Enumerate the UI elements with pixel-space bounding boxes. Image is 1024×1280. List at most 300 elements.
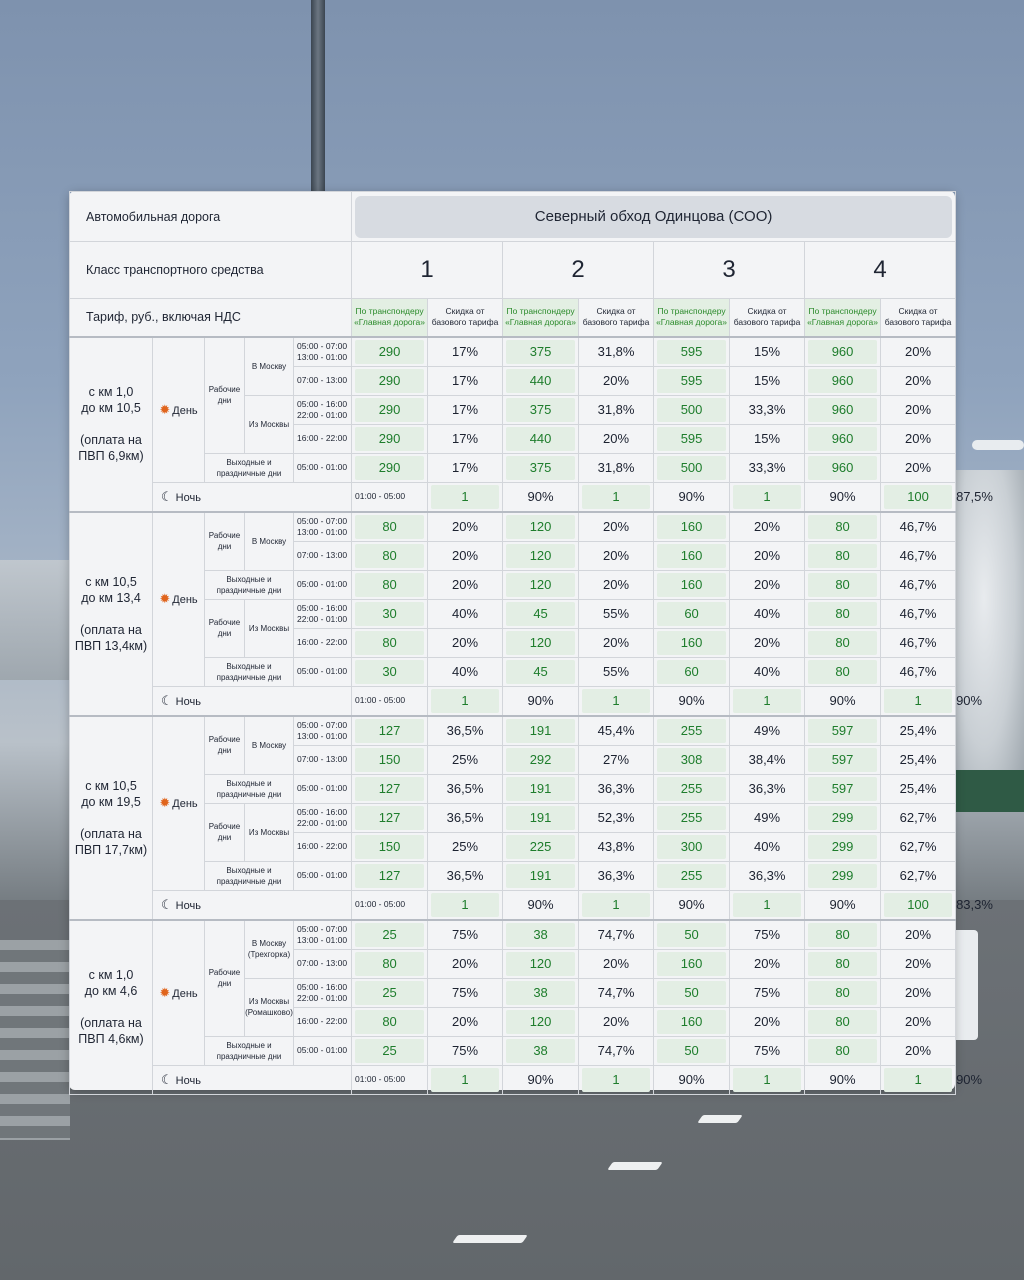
price-value: 960 (808, 427, 877, 451)
section-title-line: ПВП 13,4км) (74, 638, 148, 653)
price-value: 160 (657, 631, 726, 655)
transponder-price (881, 1065, 956, 1094)
price-value: 595 (657, 340, 726, 364)
price-value: 127 (355, 864, 424, 888)
price-value: 300 (657, 835, 726, 859)
discount-value: 46,7% (881, 512, 956, 542)
transponder-price (805, 803, 881, 832)
discount-value: 20% (579, 1007, 654, 1036)
price-value: 290 (355, 369, 424, 393)
transponder-price (428, 482, 503, 512)
discount-value: 20% (428, 1007, 503, 1036)
discount-value: 36,3% (579, 774, 654, 803)
section-title-line (70, 416, 152, 432)
transponder-price (805, 337, 881, 367)
transponder-price (503, 541, 579, 570)
price-value: 191 (506, 777, 575, 801)
discount-value: 20% (881, 1036, 956, 1065)
transponder-price (503, 978, 579, 1007)
discount-col-header: Скидка от базового тарифа (881, 299, 956, 337)
tariff-row (70, 920, 956, 950)
class-1: 1 (352, 242, 503, 299)
transponder-price (654, 920, 730, 950)
price-value: 375 (506, 456, 575, 480)
discount-value: 75% (730, 920, 805, 950)
day-category: Рабочие дни (205, 920, 245, 1037)
transponder-price (654, 1007, 730, 1036)
price-value: 160 (657, 952, 726, 976)
transponder-col-header: По транспондеру «Главная дорога» (503, 299, 579, 337)
night-label: Ночь (175, 695, 201, 708)
transponder-price (352, 570, 428, 599)
discount-value: 40% (730, 832, 805, 861)
transponder-price (654, 628, 730, 657)
transponder-price (352, 395, 428, 424)
price-value: 191 (506, 864, 575, 888)
discount-value: 74,7% (579, 978, 654, 1007)
transponder-price (805, 949, 881, 978)
transponder-price (654, 366, 730, 395)
price-value: 80 (355, 1010, 424, 1034)
class-4: 4 (805, 242, 956, 299)
transponder-price (805, 541, 881, 570)
price-value: 597 (808, 719, 877, 743)
section-title-line: (оплата на (80, 1016, 142, 1030)
time-range: 07:00 - 13:00 (294, 541, 352, 570)
discount-value: 31,8% (579, 453, 654, 482)
transponder-price (428, 686, 503, 716)
transponder-price (579, 890, 654, 920)
price-value: 60 (657, 660, 726, 684)
tariff-table (69, 191, 956, 1095)
discount-value: 15% (730, 366, 805, 395)
discount-value: 31,8% (579, 395, 654, 424)
discount-value: 36,3% (579, 861, 654, 890)
transponder-col-header: По транспондеру «Главная дорога» (805, 299, 881, 337)
transponder-price (654, 424, 730, 453)
day-category: Выходные и праздничные дни (205, 570, 294, 599)
price-value: 160 (657, 1010, 726, 1034)
price-value: 50 (657, 981, 726, 1005)
day-label: День (172, 404, 198, 417)
section-title-line: с км 1,0 (88, 968, 134, 982)
tariff-row (70, 686, 956, 716)
transponder-price (654, 657, 730, 686)
direction-label: Из Москвы (245, 599, 294, 657)
price-value: 225 (506, 835, 575, 859)
transponder-price (881, 482, 956, 512)
price-value: 120 (506, 544, 575, 568)
transponder-price (654, 512, 730, 542)
transponder-price (654, 395, 730, 424)
section-title-line: ПВП 17,7км) (74, 842, 148, 857)
discount-value: 90% (503, 890, 579, 920)
transponder-price (805, 424, 881, 453)
transponder-price (805, 453, 881, 482)
day-category: Рабочие дни (205, 337, 245, 454)
price-value: 100 (884, 485, 952, 509)
section-title-line: ПВП 4,6км) (78, 1032, 144, 1046)
moon-icon: ☾ (161, 488, 173, 504)
price-value: 45 (506, 660, 575, 684)
day-category: Рабочие дни (205, 512, 245, 571)
transponder-price (352, 541, 428, 570)
discount-value: 90% (805, 890, 881, 920)
tariff-label: Тариф, руб., включая НДС (70, 299, 352, 337)
price-value: 375 (506, 340, 575, 364)
discount-value: 20% (881, 978, 956, 1007)
sun-icon: ✹ (159, 591, 171, 606)
discount-value: 20% (730, 628, 805, 657)
discount-value: 36,3% (730, 861, 805, 890)
price-value: 38 (506, 923, 575, 947)
transponder-price (579, 686, 654, 716)
night-label: Ночь (175, 491, 201, 504)
price-value: 150 (355, 748, 424, 772)
section-title-line: с км 10,5 (85, 574, 137, 589)
price-value: 191 (506, 719, 575, 743)
price-value: 597 (808, 748, 877, 772)
discount-value: 33,3% (730, 395, 805, 424)
price-value: 80 (808, 981, 877, 1005)
discount-value: 43,8% (579, 832, 654, 861)
time-range: 05:00 - 16:00 22:00 - 01:00 (294, 395, 352, 424)
time-range: 05:00 - 16:00 22:00 - 01:00 (294, 978, 352, 1007)
transponder-price (352, 716, 428, 746)
transponder-price (352, 453, 428, 482)
price-value: 255 (657, 864, 726, 888)
price-value: 255 (657, 719, 726, 743)
transponder-price (730, 890, 805, 920)
discount-value: 20% (881, 395, 956, 424)
night-label: Ночь (175, 1074, 201, 1087)
transponder-price (503, 832, 579, 861)
price-value: 1 (431, 485, 499, 509)
background-lane-mark (697, 1115, 743, 1123)
transponder-price (503, 920, 579, 950)
price-value: 25 (355, 923, 424, 947)
transponder-price (805, 657, 881, 686)
discount-value: 33,3% (730, 453, 805, 482)
section-title (70, 716, 153, 920)
discount-value: 90% (503, 482, 579, 512)
discount-col-header: Скидка от базового тарифа (428, 299, 503, 337)
transponder-price (352, 628, 428, 657)
discount-value: 20% (881, 920, 956, 950)
section-title-line: до км 19,5 (81, 794, 141, 809)
price-value: 1 (431, 893, 499, 917)
time-range: 01:00 - 05:00 (352, 1065, 428, 1094)
transponder-price (579, 482, 654, 512)
time-range: 07:00 - 13:00 (294, 366, 352, 395)
discount-value: 46,7% (881, 570, 956, 599)
transponder-price (730, 1065, 805, 1094)
transponder-price (352, 1036, 428, 1065)
price-value: 127 (355, 777, 424, 801)
transponder-price (805, 1007, 881, 1036)
night-label-cell (153, 890, 352, 920)
price-value: 160 (657, 515, 726, 539)
discount-value: 20% (579, 424, 654, 453)
transponder-price (805, 395, 881, 424)
price-value: 290 (355, 456, 424, 480)
discount-col-header: Скидка от базового тарифа (730, 299, 805, 337)
discount-value: 46,7% (881, 628, 956, 657)
price-value: 440 (506, 369, 575, 393)
price-value: 595 (657, 369, 726, 393)
discount-value: 90% (654, 482, 730, 512)
time-range: 16:00 - 22:00 (294, 628, 352, 657)
discount-value: 90% (805, 686, 881, 716)
day-label-cell (153, 512, 205, 687)
discount-value: 20% (730, 570, 805, 599)
discount-value: 62,7% (881, 861, 956, 890)
discount-value: 20% (428, 570, 503, 599)
price-value: 80 (808, 602, 877, 626)
discount-value: 17% (428, 424, 503, 453)
price-value: 80 (355, 631, 424, 655)
discount-col-header: Скидка от базового тарифа (579, 299, 654, 337)
discount-value: 20% (579, 541, 654, 570)
price-value: 500 (657, 398, 726, 422)
day-label-cell (153, 337, 205, 483)
discount-value: 75% (428, 920, 503, 950)
day-label: День (172, 594, 198, 606)
transponder-price (503, 512, 579, 542)
transponder-price (654, 978, 730, 1007)
transponder-price (503, 716, 579, 746)
discount-value: 17% (428, 366, 503, 395)
discount-value: 75% (428, 978, 503, 1007)
transponder-price (805, 745, 881, 774)
direction-label: В Москву (245, 512, 294, 571)
price-value: 120 (506, 1010, 575, 1034)
discount-value: 49% (730, 716, 805, 746)
moon-icon: ☾ (161, 692, 173, 708)
discount-value: 20% (428, 541, 503, 570)
price-value: 80 (808, 544, 877, 568)
discount-value: 90% (503, 1065, 579, 1094)
tariff-row (70, 890, 956, 920)
transponder-price (805, 832, 881, 861)
transponder-price (352, 832, 428, 861)
section-title-line: с км 1,0 (88, 385, 134, 399)
section-title-line: до км 4,6 (84, 984, 138, 998)
sun-icon: ✹ (159, 795, 171, 810)
price-value: 960 (808, 456, 877, 480)
price-value: 80 (808, 573, 877, 597)
transponder-price (503, 774, 579, 803)
price-value: 60 (657, 602, 726, 626)
sun-icon: ✹ (159, 401, 171, 417)
price-value: 80 (355, 544, 424, 568)
discount-value: 20% (579, 366, 654, 395)
price-value: 80 (808, 631, 877, 655)
transponder-price (805, 716, 881, 746)
discount-value: 20% (881, 1007, 956, 1036)
discount-value: 90% (805, 482, 881, 512)
transponder-price (352, 745, 428, 774)
class-2: 2 (503, 242, 654, 299)
discount-value: 20% (579, 570, 654, 599)
transponder-price (503, 337, 579, 367)
price-value: 25 (355, 981, 424, 1005)
road-name: Северный обход Одинцова (СОО) (355, 196, 952, 238)
day-category: Рабочие дни (205, 599, 245, 657)
transponder-price (805, 1036, 881, 1065)
transponder-price (503, 657, 579, 686)
direction-label: Из Москвы (245, 395, 294, 453)
discount-value: 20% (881, 453, 956, 482)
direction-label: В Москву (245, 337, 294, 396)
section-title-line (70, 810, 152, 826)
price-value: 1 (582, 485, 650, 509)
background-lamp-pole (311, 0, 325, 192)
time-range: 16:00 - 22:00 (294, 832, 352, 861)
discount-value: 90% (654, 686, 730, 716)
transponder-price (654, 861, 730, 890)
tariff-row (70, 1065, 956, 1094)
discount-value: 17% (428, 453, 503, 482)
price-value: 1 (733, 893, 801, 917)
price-value: 1 (733, 689, 801, 713)
price-value: 1 (582, 893, 650, 917)
discount-value: 52,3% (579, 803, 654, 832)
section-title (70, 337, 153, 512)
price-value: 255 (657, 806, 726, 830)
discount-value: 20% (881, 337, 956, 367)
discount-value: 20% (881, 424, 956, 453)
discount-value: 55% (579, 657, 654, 686)
transponder-price (503, 949, 579, 978)
price-value: 80 (808, 923, 877, 947)
price-value: 255 (657, 777, 726, 801)
price-value: 127 (355, 806, 424, 830)
transponder-price (805, 774, 881, 803)
price-value: 299 (808, 806, 877, 830)
price-value: 375 (506, 398, 575, 422)
transponder-price (503, 424, 579, 453)
price-value: 960 (808, 340, 877, 364)
discount-value: 20% (579, 628, 654, 657)
background-street-lamp (972, 440, 1024, 450)
time-range: 01:00 - 05:00 (352, 686, 428, 716)
discount-value: 90% (654, 1065, 730, 1094)
time-range: 05:00 - 01:00 (294, 657, 352, 686)
time-range: 16:00 - 22:00 (294, 1007, 352, 1036)
day-label-cell (153, 716, 205, 891)
discount-value: 74,7% (579, 920, 654, 950)
transponder-price (654, 774, 730, 803)
discount-value: 46,7% (881, 657, 956, 686)
transponder-price (352, 657, 428, 686)
direction-label: Из Москвы (245, 803, 294, 861)
day-category: Выходные и праздничные дни (205, 657, 294, 686)
price-value: 50 (657, 923, 726, 947)
price-value: 290 (355, 340, 424, 364)
price-value: 25 (355, 1039, 424, 1063)
class-row (70, 242, 956, 299)
transponder-price (352, 1007, 428, 1036)
tariff-table-panel (69, 191, 955, 1090)
price-value: 1 (582, 689, 650, 713)
discount-value: 62,7% (881, 832, 956, 861)
night-label-cell (153, 482, 352, 512)
tariff-row (70, 482, 956, 512)
transponder-price (352, 949, 428, 978)
day-category: Выходные и праздничные дни (205, 861, 294, 890)
discount-value: 25,4% (881, 745, 956, 774)
day-category: Выходные и праздничные дни (205, 453, 294, 482)
night-label-cell (153, 1065, 352, 1094)
transponder-price (654, 453, 730, 482)
tariff-row (70, 337, 956, 367)
transponder-price (805, 366, 881, 395)
time-range: 05:00 - 01:00 (294, 861, 352, 890)
section-title (70, 512, 153, 716)
discount-value: 36,5% (428, 774, 503, 803)
discount-value: 40% (730, 599, 805, 628)
time-range: 05:00 - 07:00 13:00 - 01:00 (294, 337, 352, 367)
transponder-price (654, 1036, 730, 1065)
background-lane-mark (452, 1235, 528, 1243)
price-value: 80 (808, 1039, 877, 1063)
section-title-line: с км 10,5 (85, 778, 137, 793)
price-value: 160 (657, 573, 726, 597)
transponder-price (503, 1036, 579, 1065)
transponder-price (352, 424, 428, 453)
transponder-price (352, 774, 428, 803)
discount-value: 20% (730, 949, 805, 978)
transponder-price (805, 628, 881, 657)
discount-value: 90% (654, 890, 730, 920)
price-value: 290 (355, 427, 424, 451)
transponder-price (352, 920, 428, 950)
price-value: 960 (808, 398, 877, 422)
price-value: 50 (657, 1039, 726, 1063)
direction-label: Из Москвы (Ромашково) (245, 978, 294, 1036)
price-value: 1 (431, 689, 499, 713)
transponder-price (654, 570, 730, 599)
transponder-price (352, 599, 428, 628)
time-range: 05:00 - 16:00 22:00 - 01:00 (294, 599, 352, 628)
discount-value: 20% (730, 1007, 805, 1036)
discount-value: 36,5% (428, 803, 503, 832)
discount-value: 20% (428, 512, 503, 542)
transponder-price (503, 1007, 579, 1036)
transponder-price (352, 861, 428, 890)
price-value: 290 (355, 398, 424, 422)
discount-value: 45,4% (579, 716, 654, 746)
transponder-price (654, 832, 730, 861)
time-range: 05:00 - 16:00 22:00 - 01:00 (294, 803, 352, 832)
discount-value: 36,5% (428, 861, 503, 890)
transponder-price (654, 337, 730, 367)
discount-value: 36,3% (730, 774, 805, 803)
time-range: 05:00 - 07:00 13:00 - 01:00 (294, 716, 352, 746)
price-value: 45 (506, 602, 575, 626)
time-range: 05:00 - 07:00 13:00 - 01:00 (294, 512, 352, 542)
section-title-line: (оплата на (80, 826, 142, 841)
transponder-price (654, 599, 730, 628)
discount-value: 40% (428, 599, 503, 628)
price-value: 150 (355, 835, 424, 859)
transponder-price (654, 949, 730, 978)
transponder-price (352, 512, 428, 542)
direction-label: В Москву (Трехгорка) (245, 920, 294, 979)
transponder-price (503, 599, 579, 628)
night-label: Ночь (175, 899, 201, 912)
